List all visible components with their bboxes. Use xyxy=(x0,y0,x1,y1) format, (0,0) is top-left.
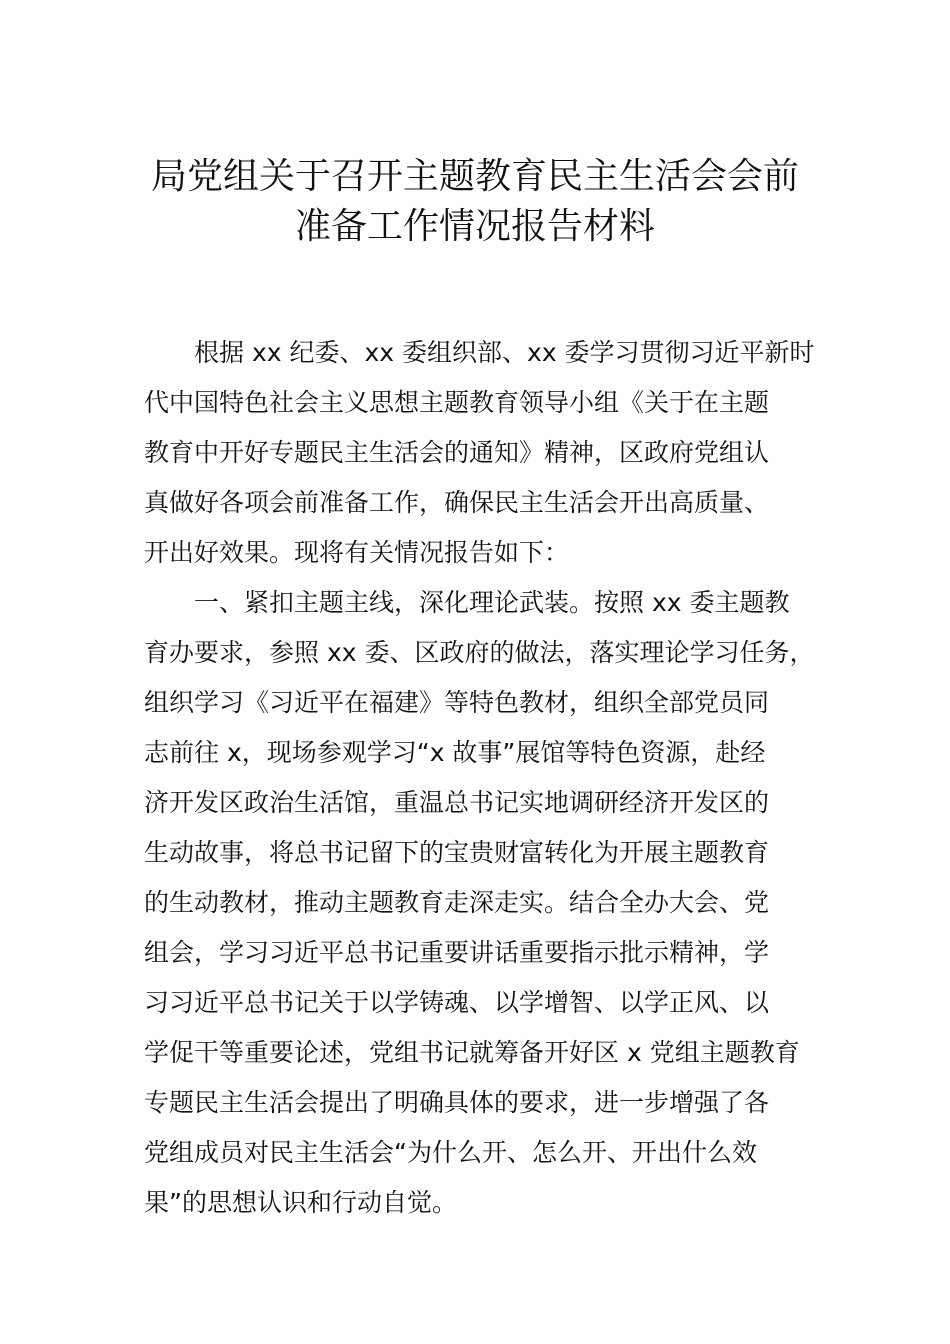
paragraph-2-line-10: 学促干等重要论述，党组书记就筹备开好区 x 党组主题教育 xyxy=(144,1038,800,1067)
paragraph-1-line-1: 根据 xx 纪委、xx 委组织部、xx 委学习贯彻习近平新时 xyxy=(194,338,815,367)
paragraph-2-line-3: 组织学习《习近平在福建》等特色教材，组织全部党员同 xyxy=(144,688,770,717)
paragraph-2-line-11: 专题民主生活会提出了明确具体的要求，进一步增强了各 xyxy=(144,1088,770,1117)
paragraph-2-line-2: 育办要求，参照 xx 委、区政府的做法，落实理论学习任务， xyxy=(144,638,815,667)
paragraph-2-line-12: 党组成员对民主生活会“为什么开、怎么开、开出什么效 xyxy=(144,1138,757,1167)
title-line-2: 准备工作情况报告材料 xyxy=(294,206,655,247)
paragraph-2 xyxy=(144,578,844,1228)
paragraph-2-line-9: 习习近平总书记关于以学铸魂、以学增智、以学正风、以 xyxy=(144,988,770,1017)
document-title xyxy=(0,152,950,252)
paragraph-2-line-4: 志前往 x，现场参观学习“x 故事”展馆等特色资源，赴经 xyxy=(144,738,766,767)
paragraph-2-line-1: 一、紧扣主题主线，深化理论武装。按照 xx 委主题教 xyxy=(194,588,790,617)
paragraph-1-line-3: 教育中开好专题民主生活会的通知》精神，区政府党组认 xyxy=(144,438,770,467)
document-body xyxy=(144,328,844,1228)
paragraph-2-line-6: 生动故事，将总书记留下的宝贵财富转化为开展主题教育 xyxy=(144,838,770,867)
paragraph-1 xyxy=(144,328,844,578)
title-line-1: 局党组关于召开主题教育民主生活会会前 xyxy=(150,156,799,197)
paragraph-2-line-13: 果”的思想认识和行动自觉。 xyxy=(144,1188,457,1217)
paragraph-2-line-7: 的生动教材，推动主题教育走深走实。结合全办大会、党 xyxy=(144,888,770,917)
paragraph-2-line-8: 组会，学习习近平总书记重要讲话重要指示批示精神，学 xyxy=(144,938,770,967)
paragraph-2-line-5: 济开发区政治生活馆，重温总书记实地调研经济开发区的 xyxy=(144,788,770,817)
paragraph-1-line-5: 开出好效果。现将有关情况报告如下： xyxy=(144,538,570,567)
paragraph-1-line-2: 代中国特色社会主义思想主题教育领导小组《关于在主题 xyxy=(144,388,770,417)
paragraph-1-line-4: 真做好各项会前准备工作，确保民主生活会开出高质量、 xyxy=(144,488,770,517)
